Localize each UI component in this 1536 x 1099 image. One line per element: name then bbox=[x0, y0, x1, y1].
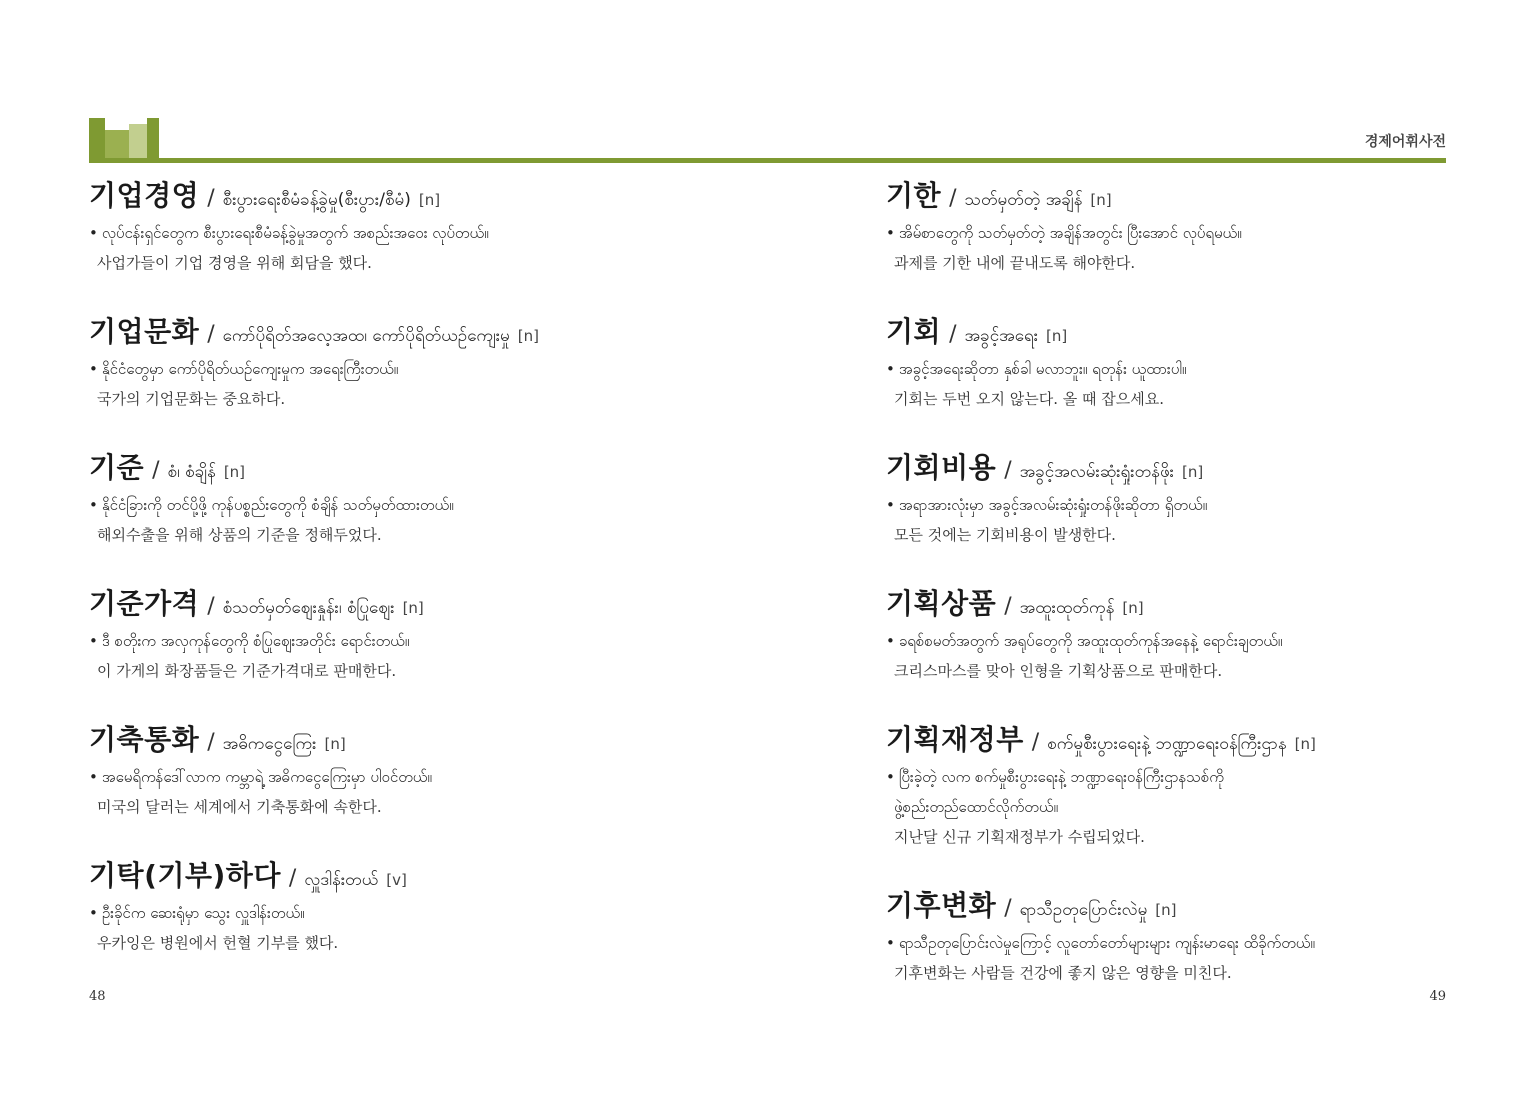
example-myanmar-text: ဒီ စတိုးက အလှကုန်တွေကို စံပြုဈေးအတိုင်း ရောင်းတယ်။ bbox=[101, 632, 410, 650]
example-myanmar-text: အခွင့်အရေးဆိုတာ နှစ်ခါ မလာဘူး။ ရတုန်း ယူထားပါ။ bbox=[898, 360, 1187, 378]
entry-term: 기준 bbox=[89, 451, 145, 484]
example-myanmar bbox=[89, 626, 729, 656]
dictionary-entry bbox=[886, 446, 1526, 550]
example-myanmar bbox=[886, 354, 1526, 384]
example-myanmar-text: လုပ်ငန်းရှင်တွေက စီးပွားရေးစီမံခန့်ခွဲမှုအတွက် အစည်းအဝေး လုပ်တယ်။ bbox=[101, 224, 489, 242]
entry-meaning: ကော်ပိုရိတ်အလေ့အထ၊ ကော်ပိုရိတ်ယဉ်ကျေးမှု bbox=[222, 326, 510, 346]
page-number-right: 49 bbox=[1429, 989, 1446, 1004]
separator: / bbox=[1004, 896, 1012, 921]
entry-headline bbox=[886, 174, 1526, 216]
part-of-speech: [n] bbox=[1122, 599, 1144, 617]
part-of-speech: [n] bbox=[517, 327, 539, 345]
bullet-icon: • bbox=[89, 224, 98, 242]
example-myanmar-text: နိုင်ငံတွေမှာ ကော်ပိုရိတ်ယဉ်ကျေးမှုက အရေးကြီးတယ်။ bbox=[101, 360, 399, 378]
entry-meaning: စံသတ်မှတ်ဈေးနှုန်း၊ စံပြုဈေး bbox=[222, 598, 395, 618]
dictionary-entry bbox=[886, 310, 1526, 414]
example-korean: 미국의 달러는 세계에서 기축통화에 속한다. bbox=[97, 798, 382, 816]
separator: / bbox=[207, 186, 215, 211]
example-myanmar bbox=[886, 218, 1526, 248]
example-myanmar bbox=[886, 928, 1526, 958]
example-myanmar-text: အမေရိကန်ဒေါ်လာက ကမ္ဘာရဲ့ အဓိကငွေကြေးမှာ ပါဝင်တယ်။ bbox=[101, 768, 432, 786]
bullet-icon: • bbox=[886, 496, 895, 514]
separator: / bbox=[207, 730, 215, 755]
example-myanmar-text: ဦးခိုင်က ဆေးရုံမှာ သွေး လှူဒါန်းတယ်။ bbox=[101, 904, 305, 922]
example-myanmar-text: ရာသီဥတုပြောင်းလဲမှုကြောင့် လူတော်တော်များများ ကျန်းမာရေး ထိခိုက်တယ်။ bbox=[898, 934, 1315, 952]
entry-term: 기한 bbox=[886, 179, 942, 212]
separator: / bbox=[207, 322, 215, 347]
separator: / bbox=[1031, 730, 1040, 755]
entry-meaning: အဓိကငွေကြေး bbox=[222, 734, 317, 754]
bullet-icon: • bbox=[886, 632, 895, 650]
book-title: 경제어휘사전 bbox=[1364, 134, 1446, 150]
right-column bbox=[886, 174, 1526, 1020]
example-myanmar bbox=[89, 354, 729, 384]
bullet-icon: • bbox=[886, 360, 895, 378]
example-myanmar bbox=[89, 898, 729, 928]
entry-headline bbox=[89, 582, 729, 624]
entry-headline bbox=[89, 446, 729, 488]
separator: / bbox=[1004, 594, 1012, 619]
example-myanmar bbox=[89, 490, 729, 520]
part-of-speech: [v] bbox=[386, 871, 407, 889]
left-column bbox=[89, 174, 729, 990]
bullet-icon: • bbox=[886, 768, 895, 786]
dictionary-entry bbox=[886, 718, 1526, 852]
dictionary-entry bbox=[89, 718, 729, 822]
dictionary-entry bbox=[89, 582, 729, 686]
example-myanmar bbox=[89, 218, 729, 248]
dictionary-entry bbox=[886, 582, 1526, 686]
bullet-icon: • bbox=[886, 934, 895, 952]
separator: / bbox=[207, 594, 215, 619]
entry-term: 기획재정부 bbox=[886, 723, 1024, 756]
entry-term: 기업문화 bbox=[89, 315, 200, 348]
dictionary-entry bbox=[89, 310, 729, 414]
example-korean: 기후변화는 사람들 건강에 좋지 않은 영향을 미친다. bbox=[894, 964, 1232, 982]
bullet-icon: • bbox=[89, 904, 98, 922]
part-of-speech: [n] bbox=[1155, 901, 1177, 919]
header-decoration bbox=[89, 118, 159, 160]
example-korean: 모든 것에는 기회비용이 발생한다. bbox=[894, 526, 1116, 544]
dictionary-entry bbox=[89, 854, 729, 958]
example-korean: 해외수출을 위해 상품의 기준을 정해두었다. bbox=[97, 526, 382, 544]
example-myanmar-text: အရာအားလုံးမှာ အခွင့်အလမ်းဆုံးရှုံးတန်ဖိုးဆိုတာ ရှိတယ်။ bbox=[898, 496, 1208, 514]
entry-meaning: စက်မှုစီးပွားရေးနဲ့ ဘဏ္ဍာရေးဝန်ကြီးဌာန bbox=[1047, 734, 1287, 754]
entry-headline bbox=[89, 310, 729, 352]
entry-headline bbox=[886, 446, 1526, 488]
entry-term: 기후변화 bbox=[886, 889, 997, 922]
part-of-speech: [n] bbox=[223, 463, 246, 481]
separator: / bbox=[949, 186, 957, 211]
bullet-icon: • bbox=[89, 360, 98, 378]
part-of-speech: [n] bbox=[418, 191, 441, 209]
example-korean: 기회는 두번 오지 않는다. 올 때 잡으세요. bbox=[894, 390, 1164, 408]
example-korean: 사업가들이 기업 경영을 위해 회담을 했다. bbox=[97, 254, 372, 272]
example-korean: 국가의 기업문화는 중요하다. bbox=[97, 390, 286, 408]
entry-meaning: ရာသီဥတုပြောင်းလဲမှု bbox=[1019, 900, 1148, 920]
part-of-speech: [n] bbox=[1294, 735, 1316, 753]
entry-term: 기회비용 bbox=[886, 451, 997, 484]
separator: / bbox=[288, 866, 297, 891]
example-myanmar bbox=[886, 762, 1526, 792]
example-myanmar-text: အိမ်စာတွေကို သတ်မှတ်တဲ့ အချိန်အတွင်း ပြီးအောင် လုပ်ရမယ်။ bbox=[898, 224, 1242, 242]
example-korean: 지난달 신규 기획재정부가 수립되었다. bbox=[894, 828, 1145, 846]
example-myanmar-continued: ဖွဲ့စည်းတည်ထောင်လိုက်တယ်။ bbox=[894, 798, 1059, 816]
header-rule bbox=[89, 158, 1446, 163]
example-myanmar bbox=[89, 762, 729, 792]
dictionary-entry bbox=[89, 174, 729, 278]
bullet-icon: • bbox=[89, 768, 98, 786]
entry-meaning: သတ်မှတ်တဲ့ အချိန် bbox=[964, 190, 1083, 210]
example-korean: 우카잉은 병원에서 헌혈 기부를 했다. bbox=[97, 934, 339, 952]
part-of-speech: [n] bbox=[324, 735, 346, 753]
example-myanmar-text: ပြီးခဲ့တဲ့ လက စက်မှုစီးပွားရေးနဲ့ ဘဏ္ဍာရေးဝန်ကြီးဌာနသစ်ကို bbox=[898, 768, 1224, 786]
example-myanmar bbox=[886, 626, 1526, 656]
entry-term: 기회 bbox=[886, 315, 942, 348]
bullet-icon: • bbox=[886, 224, 895, 242]
part-of-speech: [n] bbox=[402, 599, 424, 617]
dictionary-entry bbox=[886, 884, 1526, 988]
example-myanmar-text: ခရစ်စမတ်အတွက် အရုပ်တွေကို အထူးထုတ်ကုန်အနေနဲ့ ရောင်းချတယ်။ bbox=[898, 632, 1283, 650]
page-number-left: 48 bbox=[89, 989, 106, 1004]
dictionary-entry bbox=[89, 446, 729, 550]
entry-term: 기획상품 bbox=[886, 587, 997, 620]
part-of-speech: [n] bbox=[1046, 327, 1068, 345]
entry-headline bbox=[886, 718, 1526, 760]
entry-meaning: စီးပွားရေးစီမံခန့်ခွဲမှု(စီးပွား/စီမံ) bbox=[222, 190, 411, 210]
bullet-icon: • bbox=[89, 496, 98, 514]
example-korean: 과제를 기한 내에 끝내도록 해야한다. bbox=[894, 254, 1136, 272]
entry-headline bbox=[89, 854, 729, 896]
entry-meaning: အထူးထုတ်ကုန် bbox=[1019, 598, 1115, 618]
entry-headline bbox=[886, 582, 1526, 624]
separator: / bbox=[949, 322, 957, 347]
entry-headline bbox=[886, 884, 1526, 926]
entry-term: 기탁(기부)하다 bbox=[89, 859, 281, 892]
example-korean: 이 가게의 화장품들은 기준가격대로 판매한다. bbox=[97, 662, 397, 680]
separator: / bbox=[1004, 458, 1012, 483]
entry-meaning: အခွင့်အရေး bbox=[964, 326, 1039, 346]
part-of-speech: [n] bbox=[1090, 191, 1112, 209]
part-of-speech: [n] bbox=[1182, 463, 1204, 481]
example-korean: 크리스마스를 맞아 인형을 기획상품으로 판매한다. bbox=[894, 662, 1223, 680]
entry-headline bbox=[886, 310, 1526, 352]
example-myanmar bbox=[886, 490, 1526, 520]
bullet-icon: • bbox=[89, 632, 98, 650]
entry-meaning: စံ၊ စံချိန် bbox=[167, 462, 216, 482]
entry-headline bbox=[89, 718, 729, 760]
entry-term: 기준가격 bbox=[89, 587, 200, 620]
example-myanmar-text: နိုင်ငံခြားကို တင်ပို့ဖို့ ကုန်ပစ္စည်းတွေကို စံချိန် သတ်မှတ်ထားတယ်။ bbox=[101, 496, 454, 514]
dictionary-entry bbox=[886, 174, 1526, 278]
entry-meaning: လှူဒါန်းတယ် bbox=[304, 870, 379, 890]
entry-meaning: အခွင့်အလမ်းဆုံးရှုံးတန်ဖိုး bbox=[1019, 462, 1175, 482]
entry-term: 기업경영 bbox=[89, 179, 200, 212]
entry-term: 기축통화 bbox=[89, 723, 200, 756]
entry-headline bbox=[89, 174, 729, 216]
separator: / bbox=[152, 458, 160, 483]
